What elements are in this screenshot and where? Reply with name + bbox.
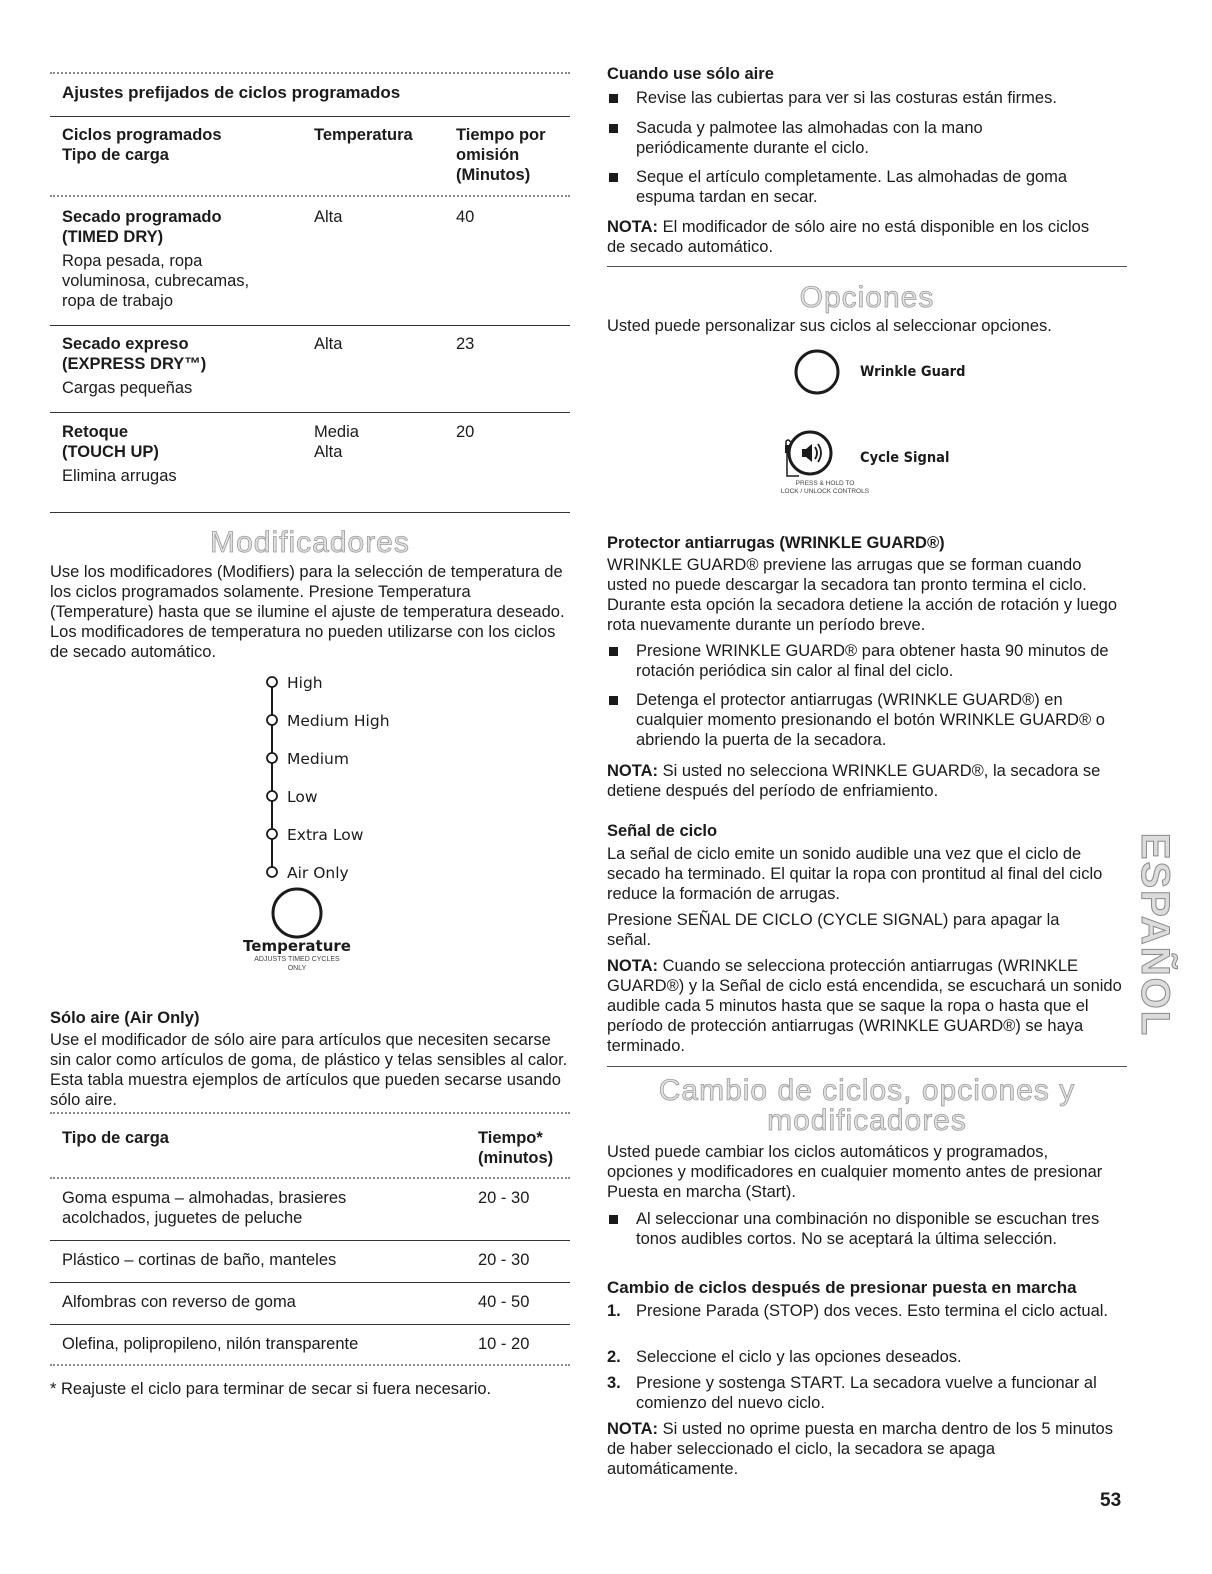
- table2-row2-rule: [50, 1282, 570, 1283]
- temp-level-low: Low: [287, 788, 318, 806]
- step-number: 3.: [607, 1374, 621, 1392]
- table1-title-rule: [50, 116, 570, 117]
- opciones-title: Opciones: [799, 281, 935, 314]
- senal-heading: Señal de ciclo: [607, 822, 718, 840]
- senal-body-1: La señal de ciclo emite un sonido audible una vez que el ciclo de secado ha terminado. El quitar la ropa con prontitud al final del ciclo reduce la formación de arrugas.: [607, 845, 1103, 903]
- table2-row3-rule: [50, 1324, 570, 1325]
- temp-led-icon: [267, 677, 277, 687]
- table2-bottom-rule: [50, 1364, 570, 1366]
- temp-led-icon: [267, 791, 277, 801]
- bullet-icon: [609, 173, 618, 182]
- table2-row1-rule: [50, 1240, 570, 1241]
- table1-header-col1: Ciclos programados Tipo de carga: [62, 126, 222, 164]
- cambio-intro: Usted puede cambiar los ciclos automáticos y programados, opciones y modificadores en cualquier momento antes de presionar Puesta en marcha (Start).: [607, 1143, 1103, 1201]
- wrinkle-guard-label: Wrinkle Guard: [860, 364, 966, 380]
- table-row: Goma espuma – almohadas, brasieres acolchados, juguetes de peluche: [62, 1189, 347, 1227]
- temp-led-icon: [267, 829, 277, 839]
- language-side-tab: [1127, 790, 1183, 1080]
- step-number: 1.: [607, 1302, 621, 1320]
- table2-row2-time: 20 - 30: [478, 1251, 530, 1269]
- cuando-heading: Cuando use sólo aire: [607, 65, 774, 83]
- temp-level-medium-high: Medium High: [287, 712, 390, 730]
- side-tab-label: ESPAÑOL: [1133, 832, 1177, 1038]
- senal-note: NOTA: Cuando se selecciona protección antiarrugas (WRINKLE GUARD®) y la Señal de ciclo está encendida, se escuchará un sonido audible cada 5 minutos hasta que se saque la ropa o hasta que el período de protección antiarrugas (WRINKLE GUARD®) se haya terminado.: [607, 957, 1122, 1055]
- cambio-sub-heading: Cambio de ciclos después de presionar puesta en marcha: [607, 1278, 1077, 1297]
- temp-level-extra-low: Extra Low: [287, 826, 364, 844]
- table2-row3-time: 40 - 50: [478, 1293, 530, 1311]
- temperature-button-sublabel: ADJUSTS TIMED CYCLES ONLY: [254, 956, 340, 972]
- step-text: Presione y sostenga START. La secadora vuelve a funcionar al comienzo del nuevo ciclo.: [636, 1374, 1097, 1412]
- table1-bottom-rule: [50, 512, 570, 513]
- row3-temp: Media Alta: [314, 423, 359, 461]
- page-number: 53: [1100, 1490, 1122, 1511]
- cycle-signal-sublabel: PRESS & HOLD TO LOCK / UNLOCK CONTROLS: [780, 480, 870, 495]
- temperature-levels-graphic: [262, 672, 292, 890]
- table-row: Secado programado (TIMED DRY) Ropa pesada, ropa voluminosa, cubrecamas, ropa de trabajo: [62, 208, 250, 310]
- bullet-icon: [609, 94, 618, 103]
- row2-temp: Alta: [314, 335, 343, 353]
- table1-header-rule: [50, 195, 570, 197]
- temp-level-high: High: [287, 674, 323, 692]
- row1-temp: Alta: [314, 208, 343, 226]
- protector-heading: Protector antiarrugas (WRINKLE GUARD®): [607, 534, 945, 552]
- bullet-icon: [609, 124, 618, 133]
- cuando-bullet-2: Sacuda y palmotee las almohadas con la mano periódicamente durante el ciclo.: [636, 119, 983, 157]
- row3-time: 20: [456, 423, 475, 441]
- table-row: Olefina, polipropileno, nilón transparente: [62, 1335, 359, 1353]
- table1-header-col3: Tiempo por omisión (Minutos): [456, 126, 546, 184]
- solo-aire-heading: Sólo aire (Air Only): [50, 1009, 200, 1027]
- cycle-signal-label: Cycle Signal: [860, 450, 950, 466]
- table2-row4-time: 10 - 20: [478, 1335, 530, 1353]
- table2-footnote: * Reajuste el ciclo para terminar de secar si fuera necesario.: [50, 1380, 492, 1398]
- step-number: 2.: [607, 1348, 621, 1366]
- cambio-note: NOTA: Si usted no oprime puesta en marcha dentro de los 5 minutos de haber seleccionado el ciclo, la secadora se apaga automáticamente.: [607, 1420, 1113, 1478]
- cambio-bullet: Al seleccionar una combinación no disponible se escuchan tres tonos audibles cortos. No se aceptará la última selección.: [636, 1210, 1100, 1248]
- solo-aire-body: Use el modificador de sólo aire para artículos que necesiten secarse sin calor como artículos de goma, de plástico y telas sensibles al calor. Esta tabla muestra ejemplos de artículos que pueden secarse usando sólo aire.: [50, 1031, 568, 1109]
- protector-note: NOTA: Si usted no selecciona WRINKLE GUARD®, la secadora se detiene después del período de enfriamiento.: [607, 762, 1101, 800]
- temp-level-medium: Medium: [287, 750, 349, 768]
- cuando-bullet-1: Revise las cubiertas para ver si las costuras están firmes.: [636, 89, 1057, 107]
- table2-header-col1: Tipo de carga: [62, 1129, 169, 1147]
- cycle-signal-button-icon[interactable]: [780, 428, 840, 484]
- row2-time: 23: [456, 335, 475, 353]
- table2-top-rule: [50, 1112, 570, 1114]
- cuando-bullet-3: Seque el artículo completamente. Las almohadas de goma espuma tardan en secar.: [636, 168, 1068, 206]
- table-row: Secado expreso (EXPRESS DRY™) Cargas pequeñas: [62, 335, 207, 397]
- bullet-icon: [609, 647, 618, 656]
- protector-bullet-1: Presione WRINKLE GUARD® para obtener hasta 90 minutos de rotación periódica sin calor al final del ciclo.: [636, 642, 1109, 680]
- table1-top-rule: [50, 72, 570, 74]
- table1-header-col2: Temperatura: [314, 126, 413, 144]
- temp-led-icon: [267, 753, 277, 763]
- table2-header-rule: [50, 1177, 570, 1179]
- temp-led-icon: [267, 715, 277, 725]
- table1-row1-rule: [50, 325, 570, 326]
- step-text: Presione Parada (STOP) dos veces. Esto termina el ciclo actual.: [636, 1302, 1108, 1320]
- senal-body-2: Presione SEÑAL DE CICLO (CYCLE SIGNAL) para apagar la señal.: [607, 911, 1060, 949]
- lock-icon: [785, 445, 790, 453]
- table-row: Retoque (TOUCH UP) Elimina arrugas: [62, 423, 177, 485]
- temperature-button-icon[interactable]: [270, 886, 324, 940]
- cuando-rule: [607, 266, 1127, 267]
- bullet-icon: [609, 696, 618, 705]
- temp-led-icon: [267, 867, 277, 877]
- row1-time: 40: [456, 208, 475, 226]
- table2-header-col2: Tiempo* (minutos): [478, 1129, 554, 1167]
- table-row: Alfombras con reverso de goma: [62, 1293, 296, 1311]
- cambio-title: Cambio de ciclos, opciones y modificadores: [658, 1074, 1076, 1137]
- table2-row1-time: 20 - 30: [478, 1189, 530, 1207]
- opciones-intro: Usted puede personalizar sus ciclos al seleccionar opciones.: [607, 317, 1052, 335]
- table-row: Plástico – cortinas de baño, manteles: [62, 1251, 337, 1269]
- modificadores-body: Use los modificadores (Modifiers) para la selección de temperatura de los ciclos programados solamente. Presione Temperatura (Temperature) hasta que se ilumine el ajuste de temperatura deseado. Los modificadores de temperatura no pueden utilizarse con los ciclos de secado automático.: [50, 563, 565, 661]
- bullet-icon: [609, 1215, 618, 1224]
- table1-row2-rule: [50, 412, 570, 413]
- senal-rule: [607, 1066, 1127, 1067]
- temperature-button-label: Temperature: [243, 937, 351, 955]
- table1-title: Ajustes prefijados de ciclos programados: [62, 83, 401, 102]
- wrinkle-guard-button-icon[interactable]: [793, 348, 841, 396]
- cuando-note: NOTA: El modificador de sólo aire no está disponible en los ciclos de secado automático.: [607, 218, 1090, 256]
- modificadores-title: Modificadores: [210, 526, 410, 559]
- protector-bullet-2: Detenga el protector antiarrugas (WRINKLE GUARD®) en cualquier momento presionando el botón WRINKLE GUARD® o abriendo la puerta de la secadora.: [636, 691, 1105, 749]
- temp-level-air-only: Air Only: [287, 864, 349, 882]
- step-text: Seleccione el ciclo y las opciones deseados.: [636, 1348, 962, 1366]
- protector-body: WRINKLE GUARD® previene las arrugas que se forman cuando usted no puede descargar la secadora tan pronto termina el ciclo. Durante esta opción la secadora detiene la acción de rotación y luego rota nuevamente durante un período breve.: [607, 556, 1118, 634]
